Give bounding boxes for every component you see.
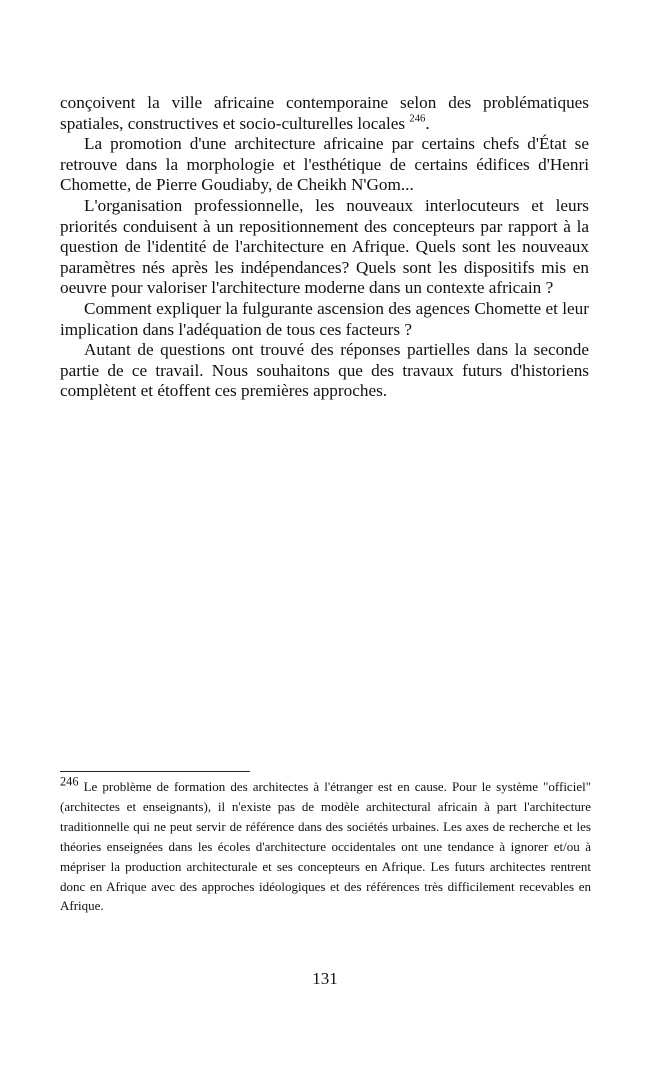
paragraph-text: conçoivent la ville africaine contemporaine selon des problématiques spatiales, constructives et socio-culturelles locales (60, 93, 589, 133)
footnote-separator (60, 771, 250, 772)
footnote-reference: 246 (409, 113, 426, 125)
paragraph: La promotion d'une architecture africaine par certains chefs d'État se retrouve dans la morphologie et l'esthétique de certains édifices d'Henri Chomette, de Pierre Goudiaby, de Cheikh N'Gom... (60, 134, 589, 195)
paragraph: Comment expliquer la fulgurante ascension des agences Chomette et leur implication dans l'adéquation de tous ces facteurs ? (60, 298, 589, 339)
paragraph-continuation (60, 93, 589, 134)
paragraph: L'organisation professionnelle, les nouveaux interlocuteurs et leurs priorités conduisent à un repositionnement des concepteurs par rapport à la question de l'identité de l'architecture en Afrique. Quels sont les nouveaux paramètres nés après les indépendances? Quels sont les dispositifs mis en oeuvre pour valoriser l'architecture moderne dans un contexte africain ? (60, 195, 589, 298)
footnote-paragraph (60, 774, 592, 916)
sentence-end: . (425, 113, 430, 133)
footnote (60, 774, 592, 916)
footnote-number: 246 (60, 774, 79, 789)
footnote-text: Le problème de formation des architectes à l'étranger est en cause. Pour le système "officiel" (architectes et enseignants), il n'existe pas de modèle architectural africain à part l'architecture traditionnelle qui ne peut servir de référence dans des sociétés urbaines. Les axes de recherche et les théories enseignées dans les écoles d'architecture occidentales ont une tendance à ignorer et/ou à mépriser la production architecturale et ses concepteurs en Afrique. Les futurs architectes rentrent donc en Afrique avec des approches idéologiques et des références très difficilement recevables en Afrique. (60, 779, 592, 914)
main-text (60, 93, 589, 402)
paragraph: Autant de questions ont trouvé des réponses partielles dans la seconde partie de ce travail. Nous souhaitons que des travaux futurs d'historiens complètent et étoffent ces premières approches. (60, 340, 589, 401)
page-number: 131 (312, 969, 338, 988)
